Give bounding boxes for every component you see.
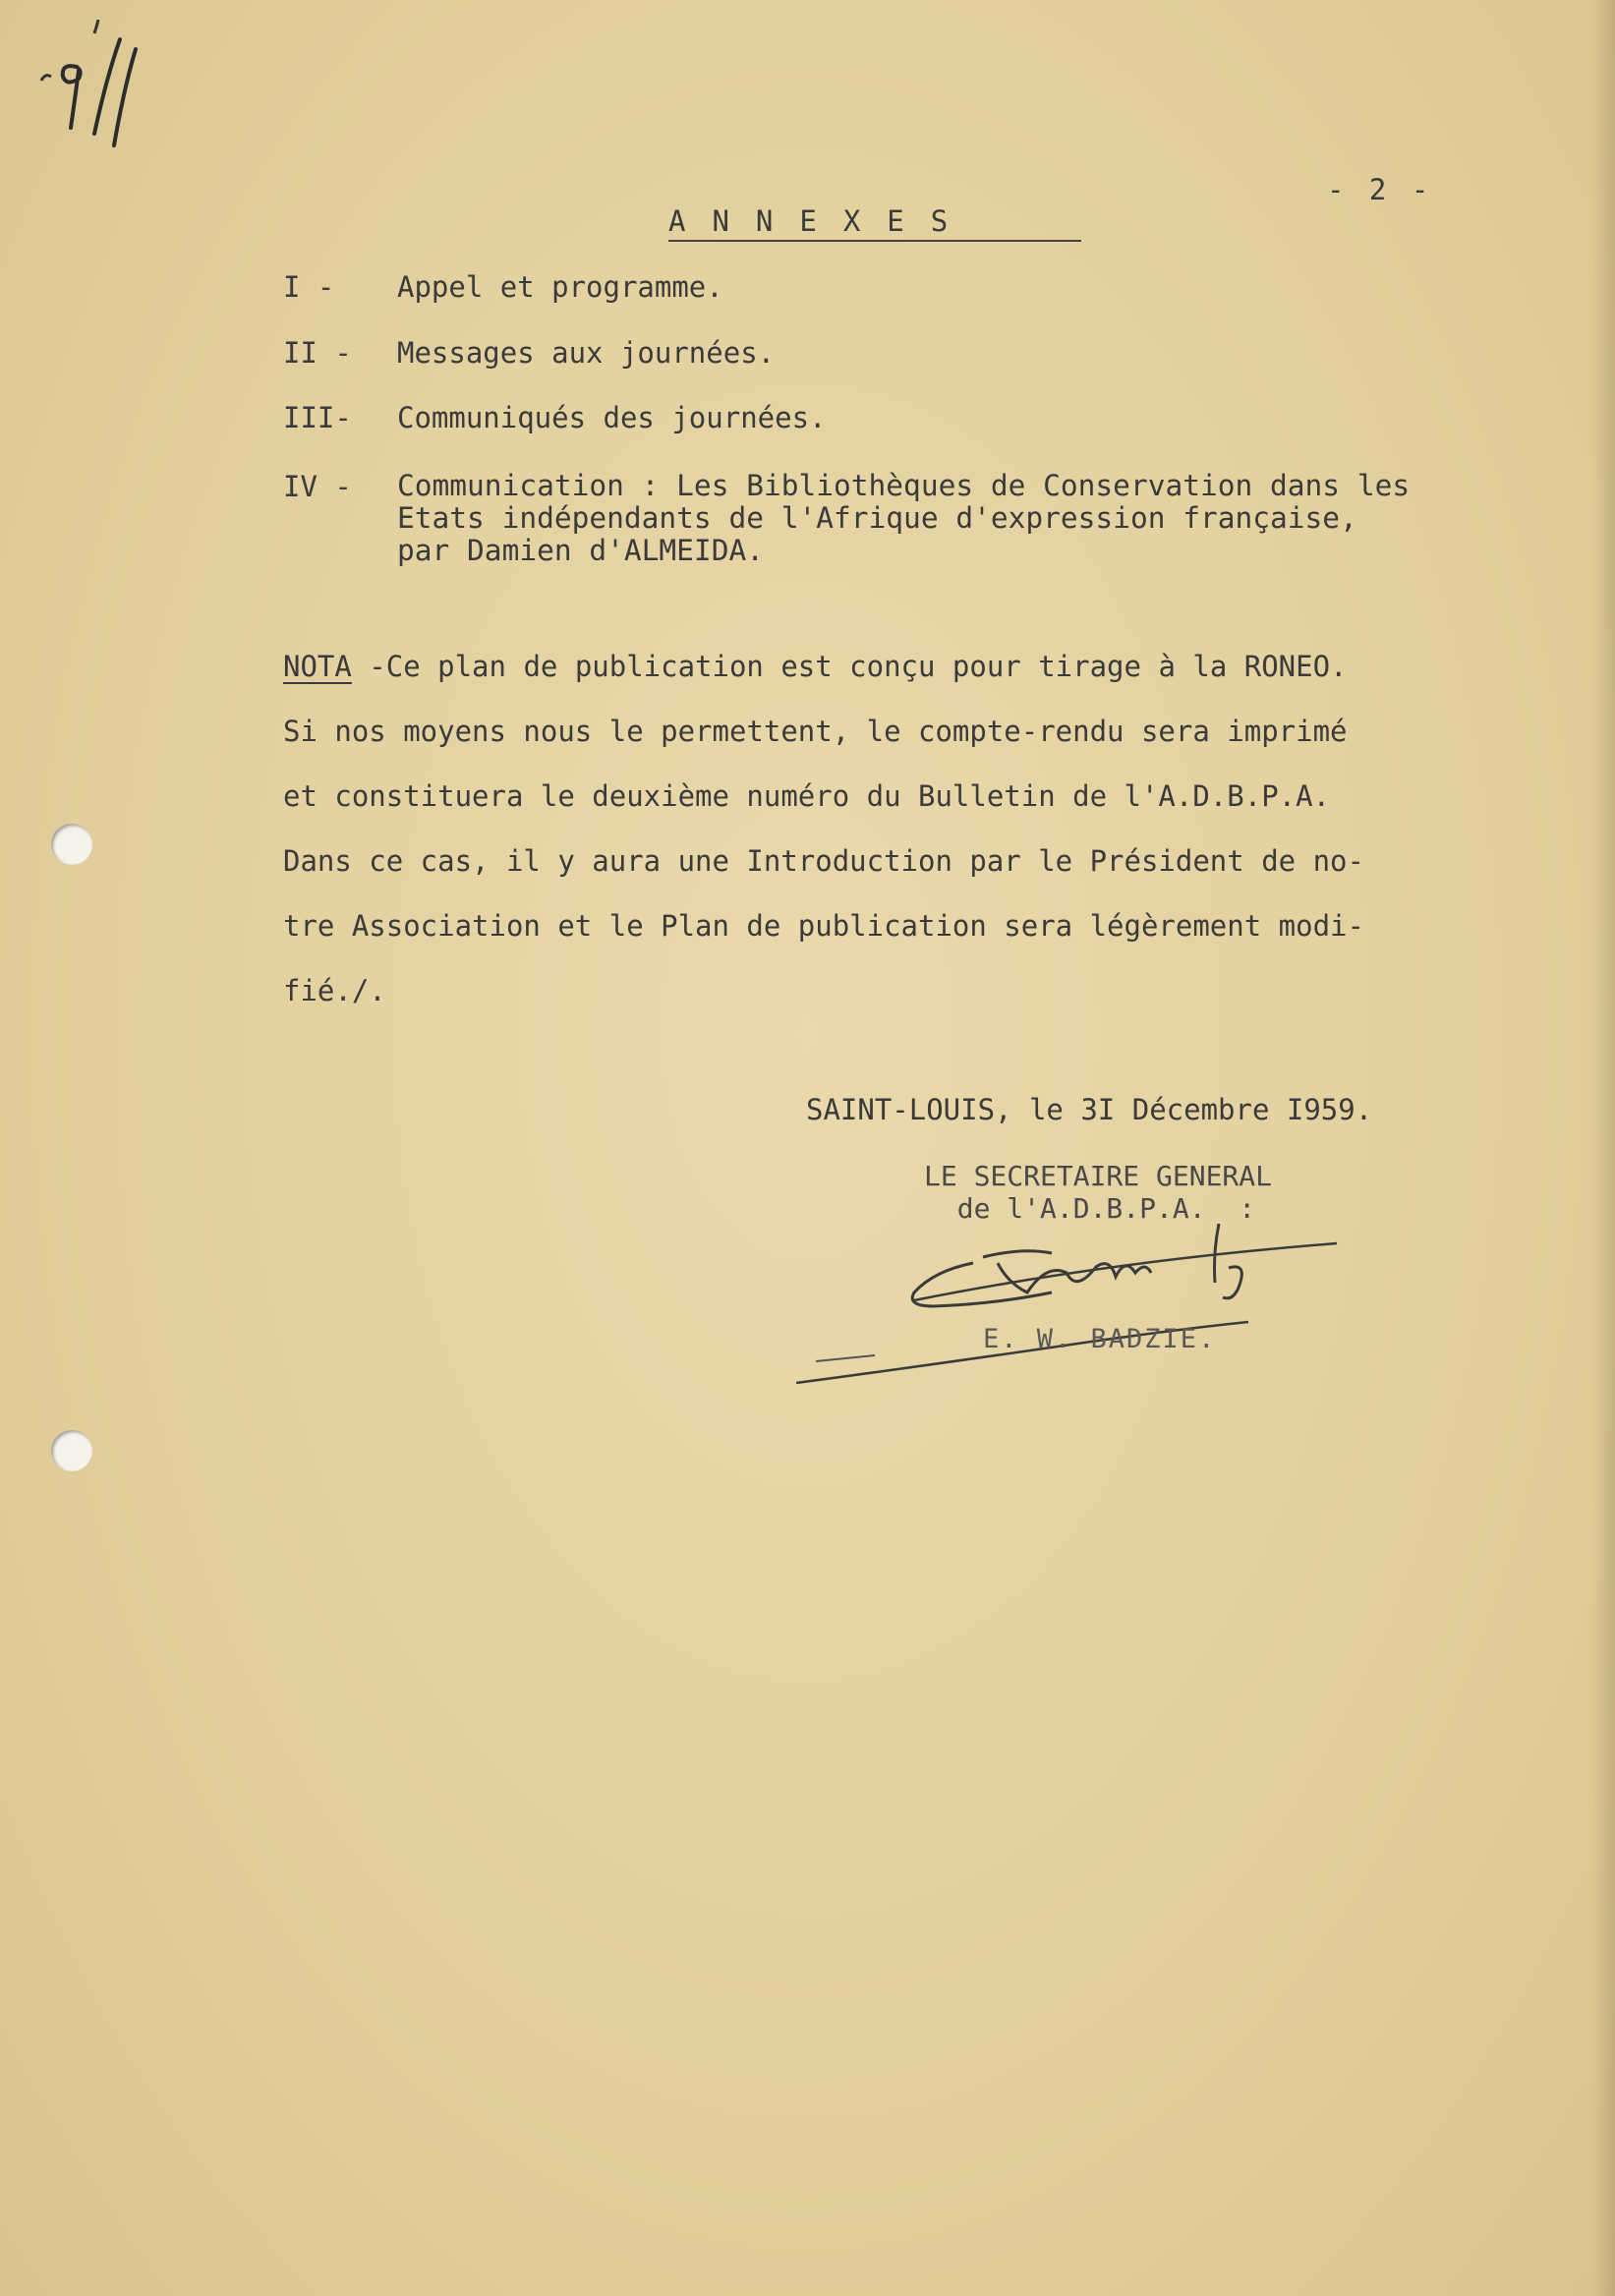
handwritten-folio-mark (29, 20, 147, 147)
page-number: - 2 - (1327, 173, 1433, 206)
punch-hole (51, 1430, 92, 1471)
nota-label: NOTA (283, 650, 352, 683)
annex-text: Appel et programme. (397, 270, 723, 304)
signer-name: E. W. BADZIE. (983, 1324, 1217, 1354)
annex-text: Communiqués des journées. (397, 401, 827, 434)
punch-hole (51, 824, 92, 865)
handwritten-signature (796, 1224, 1533, 1401)
place-and-date: SAINT-LOUIS, le 3I Décembre I959. (806, 1093, 1373, 1126)
annexes-heading: ANNEXES (668, 204, 1081, 242)
nota-text: -Ce plan de publication est conçu pour tirage à la RONEO. Si nos moyens nous le permettent, le compte-rendu sera imprimé et constituera le deuxième numéro du Bulletin de l'A.D.B.P.A. Dans ce cas, il y aura une Introduction par le Président de no- tre Association et le Plan de publication sera légèrement modi- fié./. (283, 650, 1364, 1007)
annex-number: III- (283, 401, 352, 434)
annex-number: IV - (283, 470, 352, 503)
nota-paragraph (283, 634, 1364, 1023)
page-edge-shadow (1591, 0, 1615, 2296)
annex-text: Messages aux journées. (397, 336, 776, 370)
annex-number: I - (283, 270, 335, 304)
annex-text: Communication : Les Bibliothèques de Conservation dans les Etats indépendants de l'Afrique d'expression française, par Damien d'ALMEIDA. (397, 469, 1411, 567)
signatory-title: LE SECRETAIRE GENERAL de l'A.D.B.P.A. : (924, 1160, 1273, 1225)
annex-number: II - (283, 336, 352, 370)
